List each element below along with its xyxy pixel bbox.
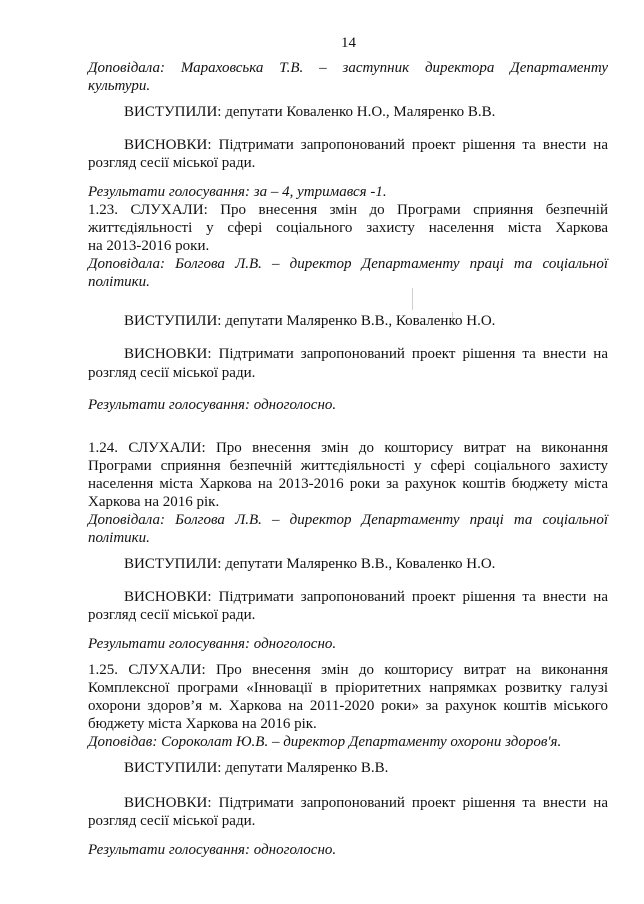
agenda-item-text: Програми сприяння безпечній життєдіяльності у сфері соціального захисту: [88, 458, 608, 474]
conclusion-line: розгляд сесії міської ради.: [88, 813, 256, 829]
agenda-item-text: бюджету міста Харкова на 2016 рік.: [88, 716, 317, 732]
agenda-item-heading: 1.23. СЛУХАЛИ: Про внесення змін до Програми сприяння безпечній: [88, 202, 608, 218]
speakers-line: ВИСТУПИЛИ: депутати Маляренко В.В.: [124, 760, 389, 776]
speakers-line: ВИСТУПИЛИ: депутати Коваленко Н.О., Маляренко В.В.: [124, 104, 496, 120]
page-number: 14: [341, 35, 356, 51]
agenda-item-text: Харкова на 2016 рік.: [88, 494, 220, 510]
agenda-item-text: населення міста Харкова на 2013-2016 роки за рахунок коштів бюджету міста: [88, 476, 608, 492]
agenda-item-text: життєдіяльності у сфері соціального захисту населення міста Харкова: [88, 220, 608, 236]
conclusion-line: ВИСНОВКИ: Підтримати запропонований проект рішення та внести на: [124, 795, 608, 811]
agenda-item-heading: 1.24. СЛУХАЛИ: Про внесення змін до кошторису витрат на виконання: [88, 440, 608, 456]
agenda-item-text: охорони здоров’я м. Харкова на 2011-2020 роки» за рахунок коштів міського: [88, 698, 608, 714]
speaker-line: культури.: [88, 78, 151, 94]
speaker-line: Доповідала: Мараховська Т.В. – заступник директора Департаменту: [88, 60, 608, 76]
vote-result: Результати голосування: за – 4, утримався -1.: [88, 184, 387, 200]
scan-artifact: [412, 288, 413, 310]
conclusion-line: ВИСНОВКИ: Підтримати запропонований проект рішення та внести на: [124, 589, 608, 605]
speaker-line: політики.: [88, 274, 150, 290]
conclusion-line: ВИСНОВКИ: Підтримати запропонований проект рішення та внести на: [124, 346, 608, 362]
conclusion-line: розгляд сесії міської ради.: [88, 365, 256, 381]
agenda-item-text: Комплексної програми «Інновації в пріоритетних напрямках розвитку галузі: [88, 680, 608, 696]
vote-result: Результати голосування: одноголосно.: [88, 636, 337, 652]
speaker-line: Доповідала: Болгова Л.В. – директор Департаменту праці та соціальної: [88, 512, 608, 528]
agenda-item-heading: 1.25. СЛУХАЛИ: Про внесення змін до кошторису витрат на виконання: [88, 662, 608, 678]
conclusion-line: розгляд сесії міської ради.: [88, 607, 256, 623]
speaker-line: політики.: [88, 530, 150, 546]
speakers-line: ВИСТУПИЛИ: депутати Маляренко В.В., Коваленко Н.О.: [124, 313, 496, 329]
conclusion-line: розгляд сесії міської ради.: [88, 155, 256, 171]
speakers-line: ВИСТУПИЛИ: депутати Маляренко В.В., Коваленко Н.О.: [124, 556, 496, 572]
vote-result: Результати голосування: одноголосно.: [88, 842, 337, 858]
agenda-item-text: на 2013-2016 роки.: [88, 238, 210, 254]
vote-result: Результати голосування: одноголосно.: [88, 397, 337, 413]
speaker-line: Доповідала: Болгова Л.В. – директор Департаменту праці та соціальної: [88, 256, 608, 272]
conclusion-line: ВИСНОВКИ: Підтримати запропонований проект рішення та внести на: [124, 137, 608, 153]
speaker-line: Доповідав: Сороколат Ю.В. – директор Департаменту охорони здоров'я.: [88, 734, 562, 750]
